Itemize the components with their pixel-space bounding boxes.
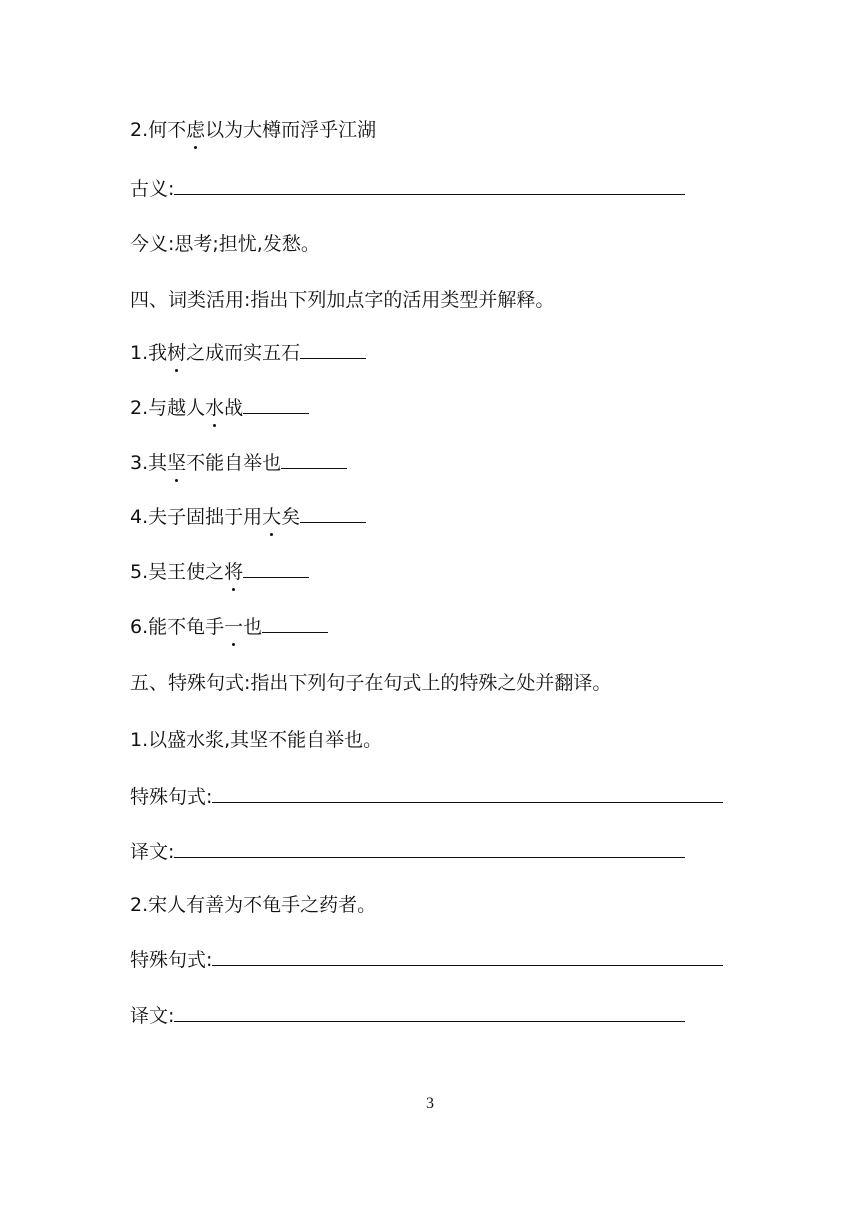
translation-blank[interactable] (174, 1002, 685, 1022)
ancient-meaning-blank[interactable] (174, 175, 685, 195)
sentence-2: 2.宋人有善为不龟手之药者。 (130, 894, 377, 916)
answer-blank[interactable] (262, 613, 328, 633)
question-prefix: 2.何不 (130, 119, 187, 141)
word-usage-item-6: 6.能不龟手一也 (130, 613, 328, 639)
dotted-character: 一 (224, 616, 244, 638)
modern-meaning-text: 今义:思考;担忧,发愁。 (130, 233, 320, 255)
answer-blank[interactable] (243, 558, 309, 578)
word-usage-item-4: 4.夫子固拙于用大矣 (130, 503, 366, 529)
section-5-heading: 五、特殊句式:指出下列句子在句式上的特殊之处并翻译。 (130, 672, 612, 694)
sentence-2-translation-line (130, 1002, 685, 1028)
pattern-label: 特殊句式: (130, 949, 213, 971)
dotted-character: 虑 (186, 119, 206, 141)
modern-meaning-line (130, 231, 320, 257)
sentence-2-pattern-line (130, 946, 723, 972)
dotted-character: 将 (224, 561, 244, 583)
dotted-character: 树 (167, 342, 187, 364)
question-suffix: 以为大樽而浮乎江湖 (205, 119, 377, 141)
dotted-character: 坚 (167, 452, 187, 474)
translation-blank[interactable] (174, 838, 685, 858)
word-usage-item-1: 1.我树之成而实五石 (130, 339, 366, 365)
ancient-meaning-label: 古义: (130, 178, 175, 200)
dotted-character: 大 (262, 506, 282, 528)
pattern-label: 特殊句式: (130, 786, 213, 808)
sentence-1-translation-line (130, 838, 685, 864)
answer-blank[interactable] (300, 339, 366, 359)
sentence-1: 1.以盛水浆,其坚不能自举也。 (130, 729, 383, 751)
word-usage-item-3: 3.其坚不能自举也 (130, 449, 347, 475)
answer-blank[interactable] (243, 394, 309, 414)
word-usage-item-2: 2.与越人水战 (130, 394, 309, 420)
ancient-meaning-line (130, 175, 685, 201)
word-usage-item-5: 5.吴王使之将 (130, 558, 309, 584)
pattern-blank[interactable] (212, 783, 723, 803)
section-4-heading: 四、词类活用:指出下列加点字的活用类型并解释。 (130, 289, 555, 311)
translation-label: 译文: (130, 1005, 175, 1027)
page-number: 3 (426, 1095, 434, 1112)
translation-label: 译文: (130, 841, 175, 863)
pattern-blank[interactable] (212, 946, 723, 966)
question-line (130, 117, 376, 143)
answer-blank[interactable] (281, 449, 347, 469)
dotted-character: 水 (205, 397, 225, 419)
answer-blank[interactable] (300, 503, 366, 523)
sentence-1-pattern-line (130, 783, 723, 809)
